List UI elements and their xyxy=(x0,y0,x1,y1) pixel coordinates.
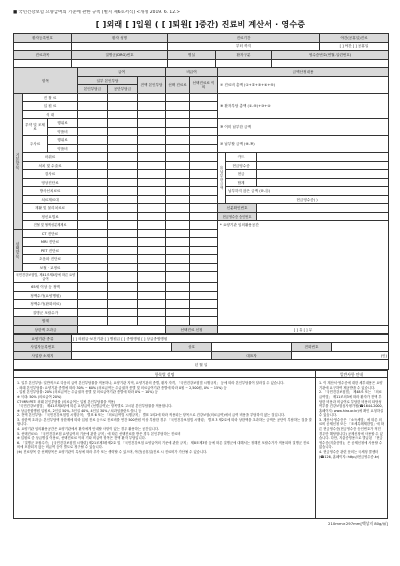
notes-right-body xyxy=(315,377,388,519)
note-line: (※) 진료항목 중 선택항목은 요양기관이 특성에 따라 추가 또는 생략할 수 있으며, 야간(공휴일)진료 시 진료비가 가산될 수 있습니다. xyxy=(17,450,208,455)
row-label: 식 대 xyxy=(23,110,78,119)
total-row-label: 합계 xyxy=(14,317,78,326)
row-label: 재활 및 물리치료료 xyxy=(23,204,78,213)
row-label: PET 진단료 xyxy=(23,246,78,255)
row-label: 정액수가(완화의료) xyxy=(14,300,78,309)
row-label: 65세 이상 등 정액 xyxy=(14,283,78,292)
full-header: 전액 본인부담 xyxy=(138,76,166,93)
row-label: 처치 및 수술료 xyxy=(23,161,78,170)
dept-label: 진료과목 xyxy=(14,51,72,60)
cash-receipt-value xyxy=(257,161,389,170)
org-info-table xyxy=(13,334,389,371)
night-options: [ ] 야간 [ ] 공휴일 xyxy=(320,42,389,51)
row-label: 진 찰 료 xyxy=(23,93,78,102)
row-label: 전혈 및 혈액성분제제료 xyxy=(23,221,78,230)
paid-box: ⑨ 이미 납부한 금액 xyxy=(218,119,389,136)
org-name-value xyxy=(212,343,292,352)
row-label: 정신요법료 xyxy=(23,212,78,221)
notes-right-head: 일반사항 안내 xyxy=(315,370,388,378)
header-rule: ■ 국민건강보험 요양급여의 기준에 관한 규칙 [별지 제6호서식] <개정 2019. 6. 12.> xyxy=(13,10,181,15)
approval-value xyxy=(257,212,389,221)
paper-spec: 210mm×297mm[백상지 80g/㎡] xyxy=(328,521,388,527)
room-label: 병실 xyxy=(168,51,216,60)
row-label: 행위료 xyxy=(48,136,78,145)
unpaid-label: 납부하지 않은 금액 (⑩-⑪) xyxy=(226,187,389,196)
calc-header: 금액산정내용 xyxy=(218,68,389,77)
address-label: 사업장 소재지 xyxy=(14,351,72,360)
row-label: CT 진단료 xyxy=(23,229,78,238)
sum-label: 합계 xyxy=(226,178,257,187)
notes-section xyxy=(13,377,388,519)
patient-info-table xyxy=(13,33,389,68)
basic-group-label: 기본항목 xyxy=(14,93,23,229)
due-box: ⑩ 납부할 금액 (⑧-⑨) xyxy=(218,136,389,153)
note-line: 4. 현금영수증 관련 문의는 국세청 콜센터(☎126, 홈페이지: http://현금영수증.kr) xyxy=(319,450,380,459)
note-line: 4. 요양기관 임의활용공간은 요양기관에서 환자에게 안내할 사항이 있는 경우 활용하는 공간입니다. xyxy=(17,427,160,432)
notes-left-body xyxy=(13,377,315,519)
row-label: 질병군 포괄수가 xyxy=(14,308,78,317)
noninsured-header: 비급여 xyxy=(166,68,218,77)
receipt-form xyxy=(13,10,388,558)
cash-value xyxy=(257,170,389,179)
patient-name-value xyxy=(72,42,168,51)
biz-no-value xyxy=(72,343,172,352)
phone-value xyxy=(332,343,389,352)
note-line: 6. 「질병군 포괄수가」 [국민건강보험법 시행령] 제21조제3항제2호 및 「국민건강보험 요양급여의 기준에 관한 규칙」 제8조제3항 등에 따른 질병군에 대해서는 정해진 포괄수가가 적용되며 질병군 진료비에 포함되지 않는 비급여 등이 별도로 청구될 수 있습니다. xyxy=(17,440,310,450)
note-line: ※ 식대: 50% (의료급여 20%) xyxy=(17,394,62,399)
cash-receipt-label: 현금영수증 xyxy=(226,161,257,170)
cost-table xyxy=(13,67,389,334)
rep-label: 대표자 xyxy=(212,351,292,360)
injection-group-label: 주사료 xyxy=(23,136,48,153)
note-line: 1. 이 계산서·영수증에 대한 세부내용은 요양기관에 요구하여 제공받을 수 있습니다. xyxy=(319,381,383,390)
org-type-label: 요양기관 종류 xyxy=(14,334,72,343)
insured-header: 급여 xyxy=(78,68,166,77)
org-name-label: 상호 xyxy=(172,343,212,352)
phone-label: 전화번호 xyxy=(292,343,332,352)
note-line: ※ 입원료 중 상급병실 이용료, 선택진료료 이외 기타 비급여 항목은 전액 환자 부담입니다. xyxy=(17,436,146,441)
copay-header: 일부 본인부담 xyxy=(78,76,138,85)
drg-label: 질병군(DRG)번호 xyxy=(72,51,168,60)
note-line: 5. 선택진료료: 「국민건강보험 요양급여의 기준에 관한 규칙」에 따른 선택진료를 받은 경우 본인부담하는 진료비 xyxy=(17,431,181,436)
org-type-options: [ ] 의원급·보건기관 [ ] 병원급 [ ] 종합병원 [ ] 상급종합병원 xyxy=(72,334,389,343)
select-header: 선택 진료료 xyxy=(166,76,190,93)
row-label: 행위료 xyxy=(48,119,78,128)
issue-date: 년 월 일 xyxy=(14,360,389,370)
cash-label: 현금 xyxy=(226,170,257,179)
pay-amount-label: ⑪ 납부한 금액 xyxy=(218,153,226,204)
period-label: 진료기간 xyxy=(168,34,320,43)
select-fee-label: 선택진료 신청 xyxy=(166,325,218,334)
fund-header: 공단부담금 xyxy=(108,85,138,94)
note-line: 「국민건강보험법」 제41조제4항에 따른 요양급여 (선별급여)는 항목별로 고시된 본인부담률을 적용합니다. xyxy=(17,404,173,409)
card-value xyxy=(257,153,389,162)
free-space-note: * 요양기관 임의활용공간 xyxy=(218,221,389,326)
note-line: 3. 계산서·영수증은 「소득세법」에 따른 의료비 공제신청 또는 「조세특례제한법」에 따른 현금영수증(현금영수증 승인번호가 적힌 경우만 해당합니다) 공제신청에 사용할 수 있습니다. 다만, 지출증빙용으로 발급된 「현금영수증(지출증빙)」은 공제신청에 사용할 수 없습니다. xyxy=(319,417,384,450)
form-title: [ ]외래 [ ]입원 ( [ ]퇴원[ ]중간) 진료비 계산서 · 영수증 xyxy=(95,20,306,29)
other-header: 선택진료료 이외 xyxy=(190,76,218,93)
type-label: 환자구분 xyxy=(216,51,272,60)
row-label: MRI 진단료 xyxy=(23,238,78,247)
biz-no-label: 사업자등록번호 xyxy=(14,343,72,352)
patient-no-label: 환자등록번호 xyxy=(14,34,72,43)
note-line: 3. 상한액 초과금: 본인부담액 상한제에 따라 입원 진료 등으로 진료비를 연간 500만원 이상 부담한 경우 「국민건강보험법 시행령」 별표 3 제2호에 따라 상한액을 초과하는 금액은 공단이 부담하는 것을 말합니다. xyxy=(17,417,312,427)
drg-value xyxy=(72,59,168,68)
cash-receipt-header: 현금영수증( ) xyxy=(226,195,389,204)
period-value: 부터 까지 xyxy=(168,42,320,51)
total-box: ⑦ 진료비 총액 (①+②+③+④+⑤) xyxy=(218,76,389,93)
card-label: 카드 xyxy=(226,153,257,162)
row-label: 입 원 료 xyxy=(23,102,78,111)
patient-total-box: ⑧ 환자부담 총액 (①-⑤)+③+④ xyxy=(218,93,389,119)
id-no-value xyxy=(257,204,389,213)
note-line: - 외래 본인부담률: 요양기관 종별에 따라 30% ~ 60% (의료급여는 수급권자 종별 및 의료급여기관 종별에 따라 0원 ~ 2,500원, 0% ~ 15%) 등 xyxy=(17,385,227,390)
note-line: 2. 「국민건강보험법」 제48조 또는 「의료급여법」 제11조의3에 따라 환자가 전액 부담한 비용과 비급여로 부담한 비용의 타당성 여부를 건강보험심사평가원(☎1644-2000, 홈페이지: www.hira.or.kr)에 확인 요청하실 수 있습니다. xyxy=(319,390,384,418)
note-line: ※ 상급종합병원 입원료, 2인실 50%, 3인실 40%, 4인실 30% / 치과임플란트·틀니 등 xyxy=(17,408,142,413)
row-label: 마취료 xyxy=(23,153,78,162)
item-header: 항목 xyxy=(14,68,78,94)
note-line: 2. 전액 본인부담: 「국민건강보험법 시행규칙」 별표 6 또는 「의료급여법 시행규칙」 별표 1의2에 따라 적용되는 항목으로 건강보험(의료급여)에서 급여 비용을 부담하지 않는 것입니다. xyxy=(17,413,286,418)
select-group-label: 선택항목 xyxy=(14,229,23,272)
room-value xyxy=(168,59,216,68)
row-label: 검사료 xyxy=(23,170,78,179)
row-label: 방사선치료료 xyxy=(23,187,78,196)
notes-left-head: 항목별 설명 xyxy=(13,370,315,378)
night-label: 야간(공휴일)진료 xyxy=(320,34,389,43)
note-line: CT·MRI·PET: 외래 본인부담률 (의료급여는 입원 본인부담률을 적용) xyxy=(17,399,116,404)
receipt-no-label: 영수증번호(연월-일련번호) xyxy=(272,51,389,60)
dept-value xyxy=(14,59,72,68)
upper-limit-label: 상한액 초과금 xyxy=(14,325,78,334)
receipt-no-value xyxy=(272,59,389,68)
own-header: 본인부담금 xyxy=(78,85,108,94)
type-value xyxy=(216,59,272,68)
rep-seal: (인) xyxy=(292,351,389,360)
row-label: 초음파 진단료 xyxy=(23,255,78,264)
medicine-group-label: 투약 및 조제료 xyxy=(23,119,48,136)
patient-no-value xyxy=(14,42,72,51)
row-label: 영상진단료 xyxy=(23,178,78,187)
note-line: 1. 일부 본인부담: 일반적으로 다음의 급여 본인부담률을 적용하나, 요양기관 지역, 요양기관의 종별, 환자 자격, 「국민건강보험법 시행규칙」 등에 따라 본인부담률이 달라질 수 있습니다. xyxy=(17,381,285,386)
approval-label: 현금영수증 승인번호 xyxy=(218,212,257,221)
row-label: 치료재료대 xyxy=(23,195,78,204)
row-label: 약품비 xyxy=(48,127,78,136)
id-no-label: 신분확인번호 xyxy=(218,204,257,213)
select-fee-options: [ ] 유 [ ] 무 xyxy=(218,325,389,334)
row-label: 정액수가(요양병원) xyxy=(14,291,78,300)
sum-value xyxy=(257,178,389,187)
patient-name-label: 환자 성명 xyxy=(72,34,168,43)
address-value xyxy=(72,351,212,360)
row-label: 국민건강보험법, 제41조제4항에 따른 요양급여 xyxy=(14,272,78,283)
row-label: 보철 · 교정료 xyxy=(23,263,78,272)
note-line: - 입원 본인부담률: 20% (의료급여는 수급권자 종별 및 의료급여기관 종별에 따라 0% ~ 10%) 등 xyxy=(17,390,158,395)
row-label: 약품비 xyxy=(48,144,78,153)
